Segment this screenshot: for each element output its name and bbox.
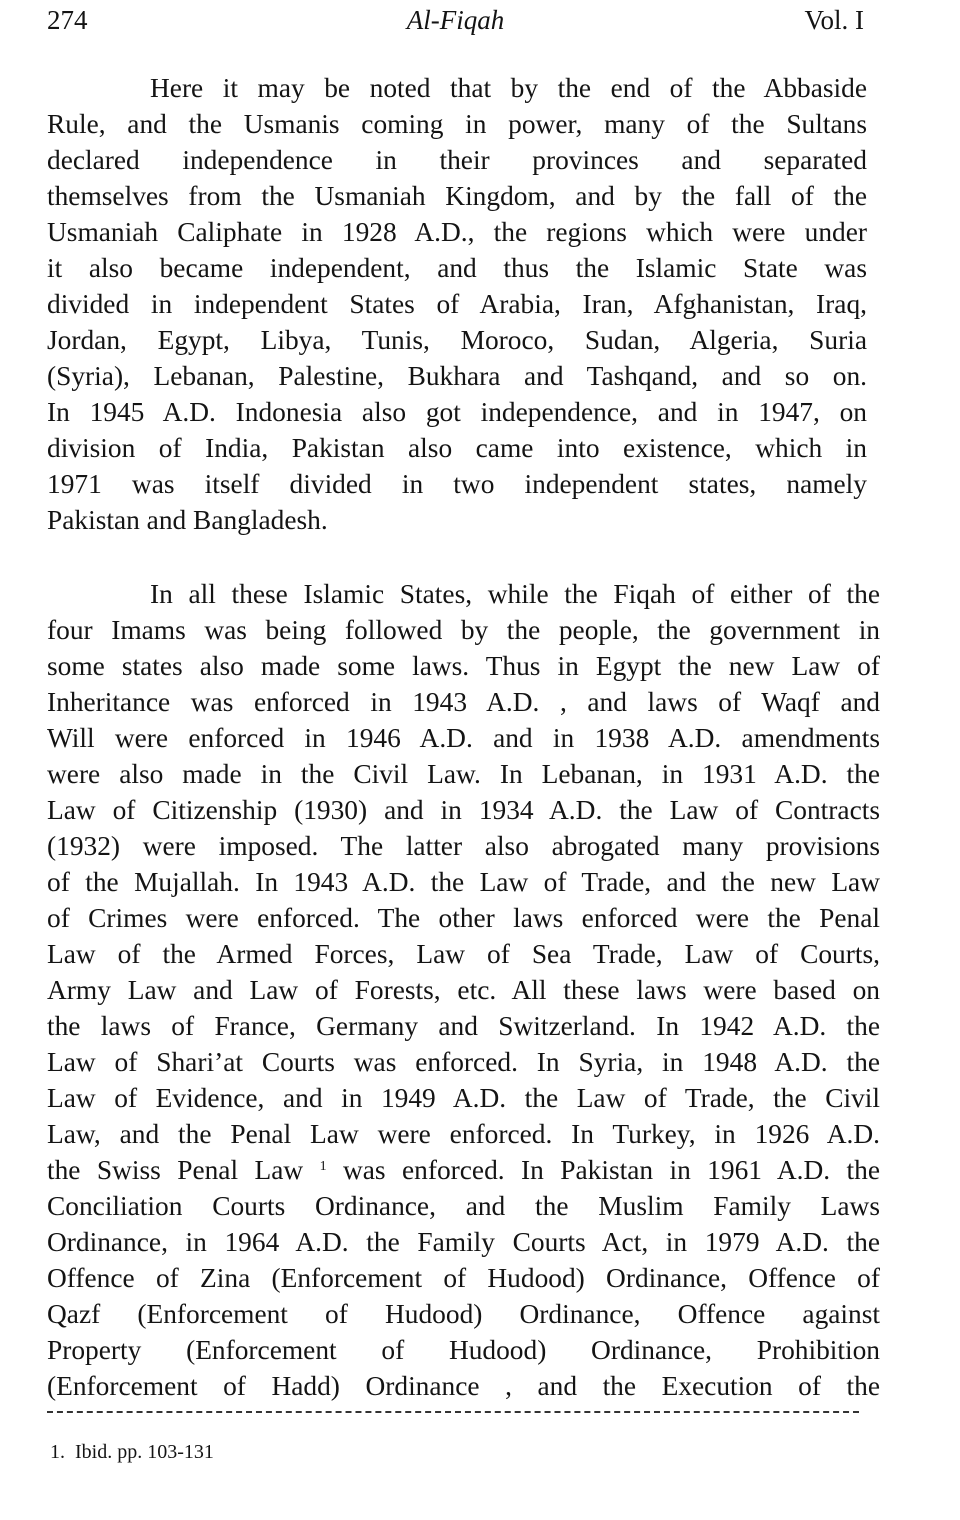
text-line: declared independence in their provinces and separated [47, 145, 867, 175]
footnote-number: 1. [50, 1441, 65, 1463]
text-line: (Enforcement of Hadd) Ordinance , and the Execution of the [47, 1371, 880, 1401]
text-segment: was enforced. In Pakistan in 1961 A.D. the [342, 1155, 880, 1185]
text-line: Usmaniah Caliphate in 1928 A.D., the regions which were under [47, 217, 867, 247]
text-line: Conciliation Courts Ordinance, and the Muslim Family Laws [47, 1191, 880, 1221]
paragraph-2 [47, 576, 880, 1404]
footnote-marker: 1 [319, 1159, 327, 1174]
text-segment: the Swiss Penal Law [47, 1155, 304, 1185]
text-line: Law, and the Penal Law were enforced. In Turkey, in 1926 A.D. [47, 1119, 880, 1149]
text-line: themselves from the Usmaniah Kingdom, and by the fall of the [47, 181, 867, 211]
footnote-divider [47, 1411, 859, 1413]
book-title: Al-Fiqah [406, 5, 505, 35]
text-line: it also became independent, and thus the Islamic State was [47, 253, 867, 283]
paragraph-1 [47, 70, 867, 538]
text-line: 1971 was itself divided in two independent states, namely [47, 469, 867, 499]
text-line: Law of Shari’at Courts was enforced. In Syria, in 1948 A.D. the [47, 1047, 880, 1077]
page-header [47, 2, 864, 38]
text-line: division of India, Pakistan also came into existence, which in [47, 433, 867, 463]
text-line: Pakistan and Bangladesh. [47, 505, 328, 535]
text-line: Will were enforced in 1946 A.D. and in 1938 A.D. amendments [47, 723, 880, 753]
text-line: In all these Islamic States, while the Fiqah of either of the [150, 579, 880, 609]
page-number: 274 [47, 5, 88, 35]
text-line: some states also made some laws. Thus in Egypt the new Law of [47, 651, 880, 681]
text-line: Law of Citizenship (1930) and in 1934 A.D. the Law of Contracts [47, 795, 880, 825]
footnote [50, 1438, 214, 1466]
text-line: Rule, and the Usmanis coming in power, many of the Sultans [47, 109, 867, 139]
text-line: Jordan, Egypt, Libya, Tunis, Moroco, Sudan, Algeria, Suria [47, 325, 867, 355]
text-line: Property (Enforcement of Hudood) Ordinance, Prohibition [47, 1335, 880, 1365]
text-line: (1932) were imposed. The latter also abrogated many provisions [47, 831, 880, 861]
text-line: of Crimes were enforced. The other laws enforced were the Penal [47, 903, 880, 933]
text-line: divided in independent States of Arabia, Iran, Afghanistan, Iraq, [47, 289, 867, 319]
text-line: Inheritance was enforced in 1943 A.D. , and laws of Waqf and [47, 687, 880, 717]
volume-label: Vol. I [804, 5, 864, 35]
text-line: the laws of France, Germany and Switzerland. In 1942 A.D. the [47, 1011, 880, 1041]
text-line: were also made in the Civil Law. In Lebanan, in 1931 A.D. the [47, 759, 880, 789]
text-line: Law of Evidence, and in 1949 A.D. the Law of Trade, the Civil [47, 1083, 880, 1113]
footnote-text: Ibid. pp. 103-131 [75, 1441, 214, 1463]
text-line: Here it may be noted that by the end of the Abbaside [150, 73, 867, 103]
text-line: Army Law and Law of Forests, etc. All these laws were based on [47, 975, 880, 1005]
text-line: Law of the Armed Forces, Law of Sea Trade, Law of Courts, [47, 939, 880, 969]
text-line: Offence of Zina (Enforcement of Hudood) Ordinance, Offence of [47, 1263, 880, 1293]
text-line-with-footnote [47, 1152, 880, 1188]
text-line: Qazf (Enforcement of Hudood) Ordinance, Offence against [47, 1299, 880, 1329]
text-line: four Imams was being followed by the people, the government in [47, 615, 880, 645]
text-line: (Syria), Lebanan, Palestine, Bukhara and Tashqand, and so on. [47, 361, 867, 391]
text-line: of the Mujallah. In 1943 A.D. the Law of Trade, and the new Law [47, 867, 880, 897]
text-line: Ordinance, in 1964 A.D. the Family Courts Act, in 1979 A.D. the [47, 1227, 880, 1257]
text-line: In 1945 A.D. Indonesia also got independence, and in 1947, on [47, 397, 867, 427]
